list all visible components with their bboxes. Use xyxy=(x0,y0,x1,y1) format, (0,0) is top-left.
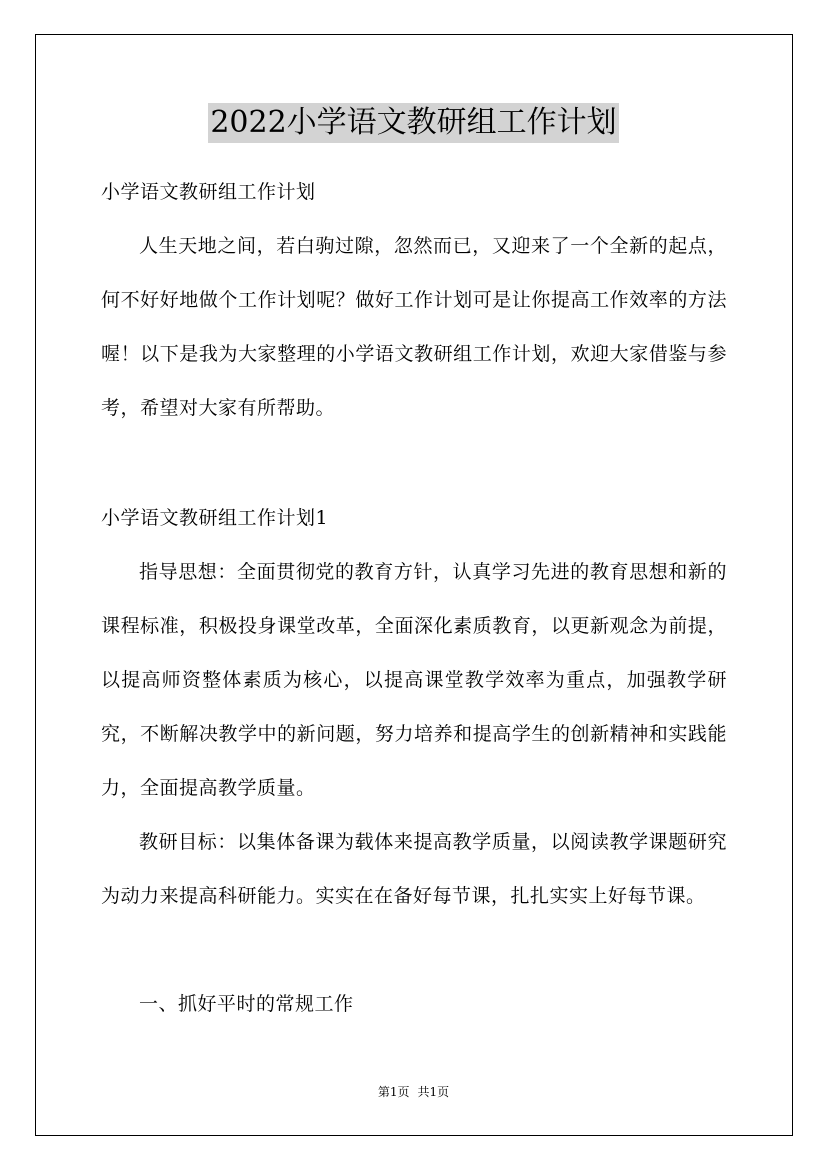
page-total: 共1页 xyxy=(417,1085,450,1099)
section-item-heading: 一、抓好平时的常规工作 xyxy=(139,993,354,1015)
research-goal-paragraph: 教研目标：以集体备课为载体来提高教学质量，以阅读教学课题研究为动力来提高科研能力。实实在在备好每节课，扎扎实实上好每节课。 xyxy=(101,831,727,907)
page-number: 第1页 xyxy=(377,1085,410,1099)
subtitle-paragraph: 小学语文教研组工作计划 xyxy=(101,181,316,203)
intro-paragraph: 人生天地之间，若白驹过隙，忽然而已，又迎来了一个全新的起点，何不好好地做个工作计划呢？做好工作计划可是让你提高工作效率的方法喔！以下是我为大家整理的小学语文教研组工作计划，欢迎大家借鉴与参考，希望对大家有所帮助。 xyxy=(101,235,727,419)
document-title: 2022小学语文教研组工作计划 xyxy=(208,103,618,143)
section-heading: 小学语文教研组工作计划1 xyxy=(101,507,329,529)
page-footer xyxy=(0,1084,827,1100)
title-container xyxy=(0,103,827,143)
guiding-thought-paragraph: 指导思想：全面贯彻党的教育方针，认真学习先进的教育思想和新的课程标准，积极投身课堂改革，全面深化素质教育，以更新观念为前提，以提高师资整体素质为核心，以提高课堂教学效率为重点，加强教学研究，不断解决教学中的新问题，努力培养和提高学生的创新精神和实践能力，全面提高教学质量。 xyxy=(101,561,727,799)
